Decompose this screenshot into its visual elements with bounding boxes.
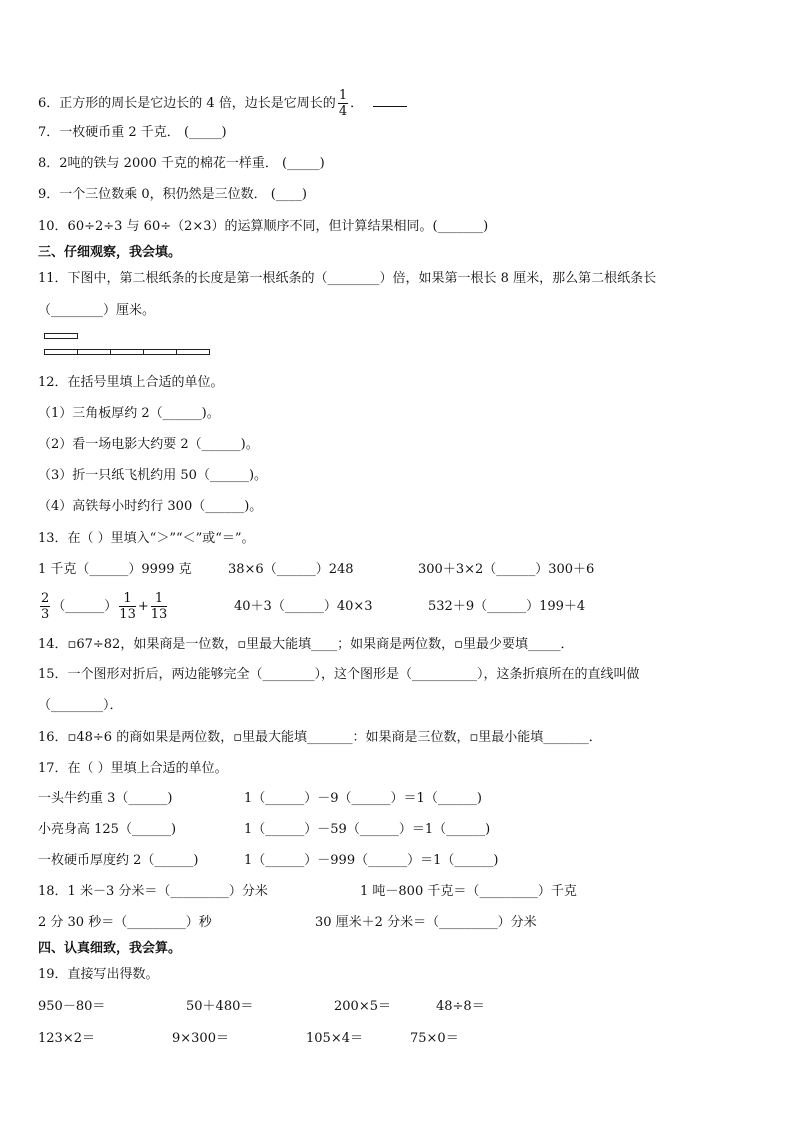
- q17-row2-left: 小亮身高 125（______): [38, 822, 177, 837]
- question-10: 10．60÷2÷3 与 60÷（2×3）的运算顺序不同，但计算结果相同。(_______): [38, 219, 489, 234]
- q19-r1-c2: 50＋480＝: [186, 999, 254, 1014]
- q13-row2-b: 40＋3（______）40×3: [234, 599, 373, 614]
- question-15-line2: （________）．: [38, 698, 123, 713]
- long-paper-strip-seg-2: [77, 349, 111, 355]
- question-17-title: 17．在（ ）里填上合适的单位。: [38, 761, 228, 776]
- q12-item-1: （1）三角板厚约 2（______)。: [38, 406, 220, 421]
- q19-r2-c4: 75×0＝: [410, 1031, 459, 1046]
- q17-row1-right: 1（______）－9（______）＝1（______): [244, 791, 482, 806]
- q19-r2-c3: 105×4＝: [306, 1031, 363, 1046]
- question-11-line1: 11．下图中，第二根纸条的长度是第一根纸条的（________）倍，如果第一根长 8 厘米，那么第二根纸条长: [38, 271, 657, 286]
- section-3-heading: 三、仔细观察，我会填。: [38, 245, 182, 260]
- question-15-line1: 15．一个图形对折后，两边能够完全（________），这个图形是（__________），这条折痕所在的直线叫做: [38, 667, 640, 682]
- q13-row1-a: 1 千克（______）9999 克: [38, 562, 192, 577]
- question-9: 9．一个三位数乘 0，积仍然是三位数． (____): [38, 187, 307, 202]
- short-paper-strip: [44, 333, 78, 339]
- question-14: 14．▫67÷82，如果商是一位数，▫里最大能填____；如果商是两位数，▫里最少要填_____．: [38, 637, 574, 652]
- q18-row1-left: 18．1 米－3 分米＝（_________）分米: [38, 884, 268, 899]
- question-11-line2: （________）厘米。: [38, 303, 156, 318]
- question-16: 16．▫48÷6 的商如果是两位数，▫里最大能填_______：如果商是三位数，▫里最小能填_______．: [38, 730, 602, 745]
- q17-row3-right: 1（______）－999（______）＝1（______): [244, 853, 499, 868]
- q19-r2-c1: 123×2＝: [38, 1031, 95, 1046]
- q6-text: 6．正方形的周长是它边长的 4 倍，边长是它周长的: [38, 96, 336, 111]
- question-7: 7．一枚硬币重 2 千克． (_____): [38, 125, 227, 140]
- question-19-title: 19．直接写出得数。: [38, 967, 159, 982]
- q19-r2-c2: 9×300＝: [172, 1031, 229, 1046]
- q19-r1-c4: 48÷8＝: [436, 999, 485, 1014]
- q12-item-2: （2）看一场电影大约要 2（______)。: [38, 437, 259, 452]
- q17-row3-left: 一枚硬币厚度约 2（______): [38, 853, 199, 868]
- q18-row2-right: 30 厘米＋2 分米＝（_________）分米: [315, 915, 537, 930]
- q12-item-4: （4）高铁每小时约行 300（______)。: [38, 499, 263, 514]
- fraction-one-quarter: $\frac{1}{4}$: [338, 88, 348, 119]
- long-paper-strip-seg-1: [44, 349, 78, 355]
- question-12-title: 12．在括号里填上合适的单位。: [38, 375, 224, 390]
- q19-r1-c3: 200×5＝: [334, 999, 391, 1014]
- question-13-title: 13．在（ ）里填入“＞”“＜”或“＝”。: [38, 531, 255, 546]
- q19-r1-c1: 950－80＝: [38, 999, 106, 1014]
- question-8: 8．2吨的铁与 2000 千克的棉花一样重． (_____): [38, 156, 325, 171]
- q13-row2-a: $\frac{2}{3}$ （______） $\frac{1}{13}$ + $\frac{1}{13}$: [41, 591, 168, 622]
- long-paper-strip-seg-3: [110, 349, 144, 355]
- fraction-one-thirteenth-b: $\frac{1}{13}$: [150, 591, 168, 622]
- q17-row2-right: 1（______）－59（______）＝1（______): [244, 822, 491, 837]
- long-paper-strip-seg-5: [176, 349, 210, 355]
- question-6: 6．正方形的周长是它边长的 4 倍，边长是它周长的 $\frac{1}{4}$ ．: [38, 88, 407, 119]
- q18-row1-right: 1 吨－800 千克＝（_________）千克: [360, 884, 577, 899]
- section-4-heading: 四、认真细致，我会算。: [38, 941, 182, 956]
- fraction-two-thirds: $\frac{2}{3}$: [41, 591, 50, 622]
- q17-row1-left: 一头牛约重 3（______): [38, 791, 173, 806]
- q18-row2-left: 2 分 30 秒＝（_________）秒: [38, 915, 212, 930]
- q13-row2-c: 532＋9（______）199＋4: [428, 599, 586, 614]
- q13-row1-b: 38×6（______）248: [228, 562, 354, 577]
- long-paper-strip-seg-4: [143, 349, 177, 355]
- fraction-one-thirteenth-a: $\frac{1}{13}$: [119, 591, 136, 622]
- q13-row1-c: 300＋3×2（______）300＋6: [418, 562, 595, 577]
- q6-answer-blank[interactable]: [373, 92, 407, 107]
- q12-item-3: （3）折一只纸飞机约用 50（______)。: [38, 468, 268, 483]
